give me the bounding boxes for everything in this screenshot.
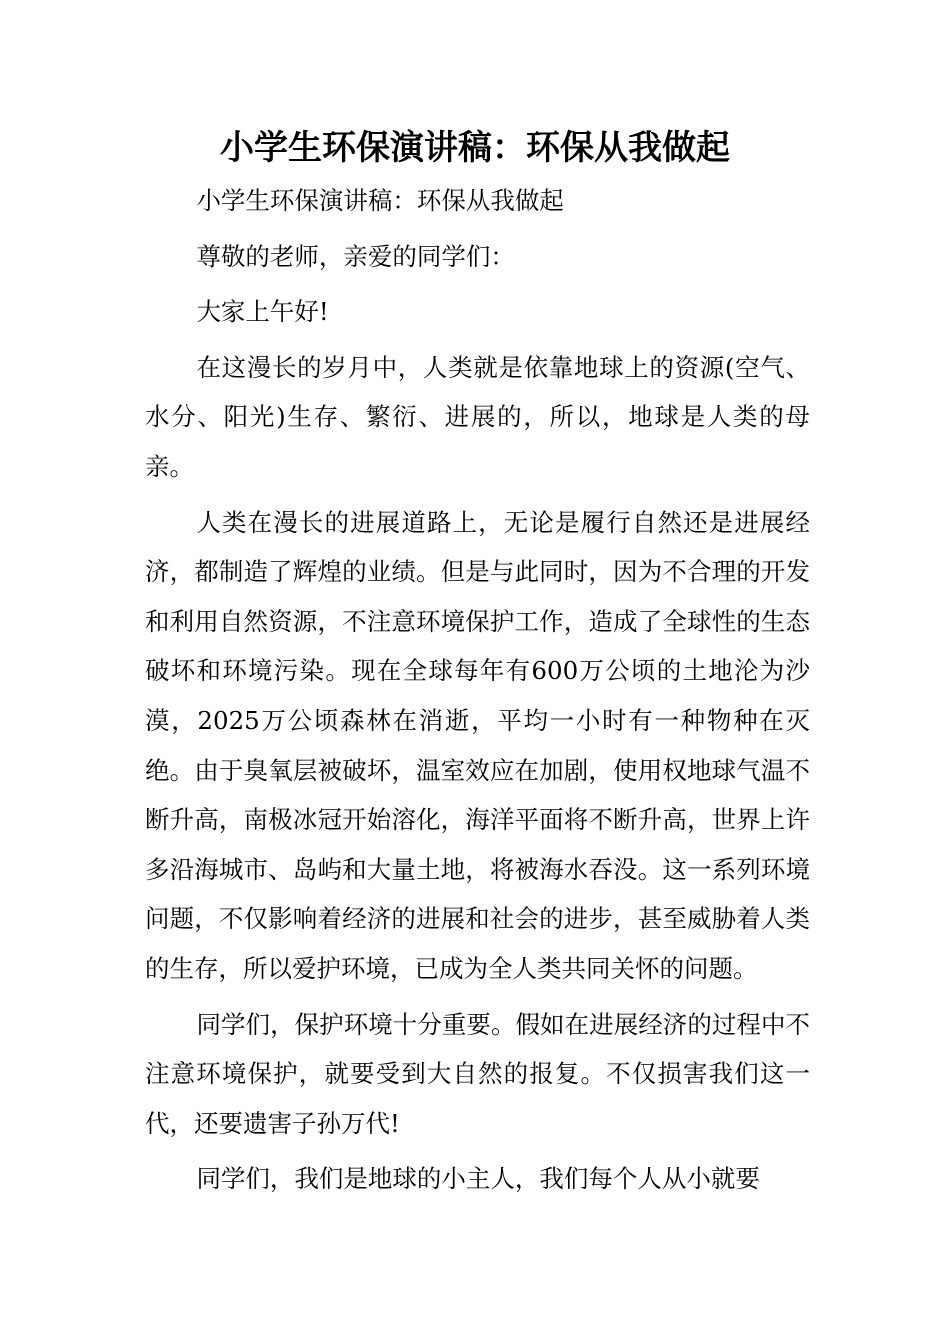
paragraph-subtitle: 小学生环保演讲稿：环保从我做起 [196, 186, 564, 215]
paragraph-good-morning: 大家上午好! [196, 297, 329, 327]
paragraph-environment-problems: 人类在漫长的进展道路上，无论是履行自然还是进展经济，都制造了辉煌的业绩。但是与此同时，因为不合理的开发和利用自然资源，不注意环境保护工作，造成了全球性的生态破坏和环境污染。现在全球每年有600万公顷的土地沦为沙漠，2025万公顷森林在消逝，平均一小时有一种物种在灭绝。由于臭氧层被破坏，温室效应在加剧，使用权地球气温不断升高，南极冰冠开始溶化，海洋平面将不断升高，世界上许多沿海城市、岛屿和大量土地，将被海水吞没。这一系列环境问题，不仅影响着经济的进展和社会的进步，甚至威胁着人类的生存，所以爱护环境，已成为全人类共同关怀的问题。 [145, 507, 810, 983]
paragraph-protect-importance: 同学们，保护环境十分重要。假如在进展经济的过程中不注意环境保护，就要受到大自然的报复。不仅损害我们这一代，还要遗害子孙万代! [145, 1009, 810, 1138]
paragraph-earth-mother: 在这漫长的岁月中，人类就是依靠地球上的资源(空气、水分、阳光)生存、繁衍、进展的，所以，地球是人类的母亲。 [145, 352, 810, 481]
paragraph-little-masters: 同学们，我们是地球的小主人，我们每个人从小就要 [196, 1164, 760, 1194]
paragraph-greeting: 尊敬的老师，亲爱的同学们： [196, 241, 515, 271]
document-title: 小学生环保演讲稿：环保从我做起 [220, 128, 730, 168]
document-body [145, 176, 810, 1204]
